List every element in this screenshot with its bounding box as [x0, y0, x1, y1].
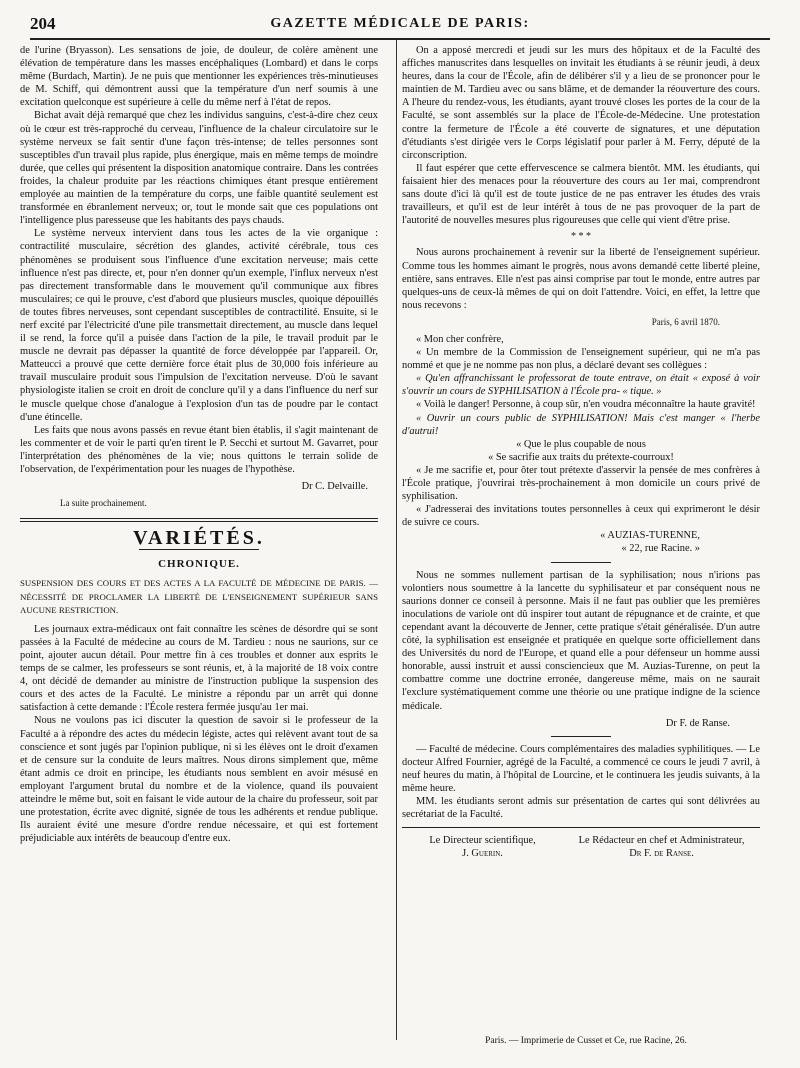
letter-line: « Je me sacrifie et, pour ôter tout prétexte d'asservir la pensée de mes confrères à l'École pratique, j'ouvrirai très-prochainement à mon domicile un cours privé de syphilisation. [402, 464, 760, 503]
paragraph: Les faits que nous avons passés en revue étant bien établis, il s'agit maintenant de les commenter et de voir le parti qu'en tirent le P. Secchi et surtout M. Gavarret, pour l'interprétation des phénomènes de la vie; nous quittons le terrain solide de l'observation, de l'expérimentation pour les nuages de l'hypothèse. [20, 424, 378, 475]
director-title: Le Directeur scientifique, [429, 835, 536, 847]
article-subheading: SUSPENSION DES COURS ET DES ACTES A LA FACULTÉ DE MÉDECINE DE PARIS. — NÉCESSITÉ DE PROCLAMER LA LIBERTÉ DE L'ENSEIGNEMENT SUPÉRIEUR SANS AUCUNE RESTRICTION. [20, 578, 378, 615]
paragraph: Le système nerveux intervient dans tous les actes de la vie organique : contractilité musculaire, sécrétion des glandes, activité cérébrale, tous ces phénomènes se produisent sous l'influence d'une excitation nerveuse; mais cette influence n'est pas directe, et, pour n'en donner qu'un exemple, l'influx nerveux n'est pas directement transformable dans le mouvement qu'il communique aux fibres musculaires; ce qui le prouve, c'est d'abord que plusieurs muscles, quoique dépouillés de toutes fibres nerveuses, sont cependant susceptibles de contractilité. Ensuite, si le nerf excité par l'électricité d'une pile transmettait directement, au muscle dans lequel il se rend, la force qu'il a puisée dans l'action de la pile, le travail produit par le muscle ne devrait pas dépasser la quantité de force développée par l'appareil. Or, Matteucci a prouvé que cette dernière force était plus de 30,000 fois inférieure au travail musculaire produit sous l'impulsion de l'excitation nerveuse. D'où le savant physiologiste italien se croit en droit de conclure qu'il y a dans l'influence du nerf sur le muscle quelque chose d'analogue à l'explosion d'un tas de poudre par le contact d'une étincelle. [20, 228, 378, 423]
letter-line: « Mon cher confrère, [416, 333, 504, 345]
director-block [402, 834, 563, 860]
section-rule [20, 521, 378, 522]
paragraph: Nous aurons prochainement à revenir sur la liberté de l'enseignement supérieur. Comme tous les hommes aimant le progrès, nous avons demandé cette liberté pleine, entière, sans entraves. Elle n'est pas ainsi comprise par tout le monde, entre autres par quelques-uns de ceux-là mêmes de qui on doit l'attendre. Voici, en effet, la lettre que nous recevons : [402, 247, 760, 311]
letter-verse: « Se sacrifie aux traits du prétexte-courroux! [488, 451, 674, 463]
heading-underline [139, 549, 259, 550]
editor-name: Dr F. de Ranse. [629, 848, 694, 860]
paragraph: de l'urine (Bryasson). Les sensations de joie, de douleur, de colère amènent une élévation de température dans les masses encéphaliques (Lombard) et dans le corps même (Burdach, Martin). Je ne puis que mentionner les expériences très-minutieuses de M. Schiff, qui démontrent aussi que la température d'un nerf soumis à une excitation quelconque est supérieure à celle du même nerf à l'état de repos. [20, 45, 378, 109]
section-rule [20, 518, 378, 519]
left-column [20, 44, 378, 845]
letter-line: « Ouvrir un cours public de SYPHILISATION! Mais c'est manger « l'herbe d'autrui! [402, 412, 760, 437]
editor-block [563, 834, 760, 860]
letter-address: « 22, rue Racine. » [621, 543, 700, 555]
author-signature: Dr C. Delvaille. [301, 481, 368, 493]
letter-signature: « AUZIAS-TURENNE, [600, 530, 700, 542]
divider [551, 736, 611, 737]
notice: — Faculté de médecine. Cours complémentaires des maladies syphilitiques. — Le docteur Alfred Fournier, agrégé de la Faculté, a commencé ce cours le jeudi 7 avril, à neuf heures du matin, à l'hôpital de Lourcine, et le continuera les jeudis suivants, à la même heure. [402, 743, 760, 794]
page-number: 204 [30, 14, 56, 33]
editors-block [402, 834, 760, 860]
letter-line: « J'adresserai des invitations toutes personnelles à ceux qui exprimeront le désir de suivre ce cours. [402, 504, 760, 529]
continued-note: La suite prochainement. [60, 498, 147, 509]
page-header [30, 14, 770, 38]
footer-rule [402, 827, 760, 828]
notice: MM. les étudiants seront admis sur présentation de cartes qui sont délivrées au secrétariat de la Faculté. [402, 796, 760, 821]
letter-line: « Un membre de la Commission de l'enseignement supérieur, qui ne m'a pas nommé et que je ne nomme pas non plus, a déclaré devant ses collègues : [402, 347, 760, 372]
column-divider [396, 40, 397, 1040]
paragraph: Il faut espérer que cette effervescence se calmera bientôt. MM. les étudiants, qui faisaient hier des menaces pour la réouverture des cours au 1er mai, comprendront sans doute d'ici là qu'il est de toute justice de ne pas entraver les études des vrais travailleurs, et qu'il est de leur intérêt à tous de ne pas provoquer de la part de l'autorité de nouvelles mesures plus rigoureuses que celle qui vient d'être prise. [402, 162, 760, 227]
right-column [402, 44, 760, 860]
section-heading: VARIÉTÉS. [133, 527, 265, 550]
printer-imprint: Paris. — Imprimerie de Cusset et Ce, rue Racine, 26. [485, 1036, 687, 1046]
editor-title: Le Rédacteur en chef et Administrateur, [578, 835, 745, 847]
director-name: J. Guerin. [462, 848, 503, 860]
paragraph: Bichat avait déjà remarqué que chez les individus sanguins, c'est-à-dire chez ceux où le cœur est très-rapproché du cerveau, l'influence de la chaleur circulatoire sur le système nerveux se fait sentir d'une façon très-intense; de telles personnes sont susceptibles d'un travail plus rapide, plus énergique, mais en même temps de moindre durée, que celles qui présentent la disposition anatomique contraire. Dans les contrées froides, la chaleur produite par les réactions chimiques étant presque entièrement employée au maintien de la température du corps, une faible quantité seulement est transformée en ébranlement nerveux; or, tout le monde sait que ces populations ont l'intelligence plus paresseuse que les habitants des pays chauds. [20, 110, 378, 227]
paragraph: Nous ne voulons pas ici discuter la question de savoir si le professeur de la Faculté a à répondre des actes du médecin légiste, actes qui relèvent avant tout de sa conscience et sont jugés par l'opinion publique, ni si les élèves ont le droit d'examen et de censure sur la conduite de leurs maîtres. Nous dirons simplement que, même étant admis ce droit en principe, les étudiants nous semblent en avoir mésusé en employant l'argument brutal du nombre et de la violence, quand ils pouvaient atteindre le même but, soit en faisant le vide autour de la chaire du professeur, soit par une protestation, écrite avec dignité, signée de tous les adhérents et rendue publique. Ils auraient évité une mesure d'ordre rendue nécessaire, et qui est fortement préjudiciable aux intérêts de beaucoup d'entre eux. [20, 715, 378, 845]
paragraph: On a apposé mercredi et jeudi sur les murs des hôpitaux et de la Faculté des affiches manuscrites dans lesquelles on invitait les étudiants à se réunir jeudi, à deux heures, dans la cour de l'École, afin de délibérer s'il y a lieu de se prononcer pour le maintien de M. Tardieu avec ou sans blâme, et de demander la réouverture des cours. A l'heure du rendez-vous, les étudiants, ayant trouvé closes les portes de la cour de la Faculté, se sont assemblés sur la place de l'École-de-Médecine. Une protestation contre la fermeture de l'École a été couverte de signatures, et une députation d'étudiants s'est dirigée vers le Corps législatif pour parler à M. Ferry, député de la circonscription. [402, 45, 760, 161]
journal-title: GAZETTE MÉDICALE DE PARIS: [270, 16, 530, 31]
letter-date: Paris, 6 avril 1870. [651, 316, 720, 327]
paragraph: Les journaux extra-médicaux ont fait connaître les scènes de désordre qui se sont passées à la Faculté de médecine au cours de M. Tardieu : nous ne saurions, sur ce point, ajouter aucun détail. Pour mettre fin à ces troubles et donner aux esprits le temps de se calmer, les professeurs se sont réunis, et, à la majorité de 18 voix contre 4, ont décidé de demander au ministre de l'instruction publique la suspension des cours et des actes de la Faculté. Le ministre a répondu par un arrêt qui donne satisfaction à cette demande : l'École restera fermée jusqu'au 1er mai. [20, 623, 378, 714]
letter-verse: « Que le plus coupable de nous [516, 438, 646, 450]
header-rule [30, 38, 770, 40]
letter-line: « Qu'en affranchissant le professorat de toute entrave, on était « exposé à voir s'ouvrir un cours de SYPHILISATION à l'École pra- « tique. » [402, 373, 760, 398]
author-signature: Dr F. de Ranse. [665, 717, 730, 729]
section-stars: * * * [571, 231, 591, 243]
subsection-heading: CHRONIQUE. [158, 558, 240, 571]
letter-line: « Voilà le danger! Personne, à coup sûr, n'en voudra méconnaître la haute gravité! [416, 399, 756, 411]
paragraph: Nous ne sommes nullement partisan de la syphilisation; nous n'irions pas volontiers nous soumettre à la lancette du syphilisateur et par conséquent nous ne saurions donner ce conseil à personne. Mais il ne faut pas oublier que les premières inoculations de variole ont dû inspirer tout autant de répugnance et de crainte, et que cependant avant la découverte de Jenner, cette pratique s'était généralisée. D'un autre côté, la syphilisation est enseignée et pratiquée en quelque sorte officiellement dans des Universités du nord de l'Europe, et quand elle a pour défenseur un homme aussi honorable, aussi instruit et aussi consciencieux que M. Auzias-Turenne, on peut la combattre comme une doctrine erronée, dangereuse même, mais on ne saurait l'exclure systématiquement comme une théorie ou une pratique indigne de la science médicale. [402, 569, 760, 712]
divider [551, 562, 611, 563]
